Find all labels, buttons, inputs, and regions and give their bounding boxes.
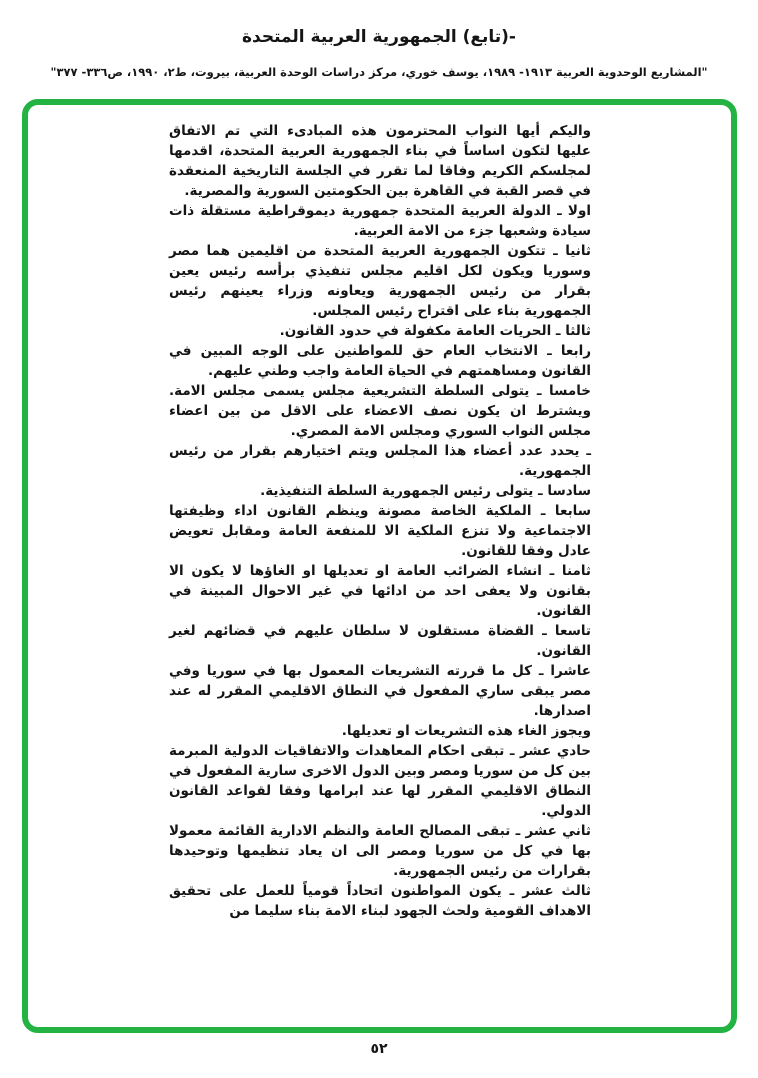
source-citation: "المشاريع الوحدوية العربية ١٩١٣- ١٩٨٩، يوسف خوري، مركز دراسات الوحدة العربية، بيروت، ط٢، ١٩٩٠، ص٣٣٦- ٣٧٧" [50, 65, 708, 79]
paragraph: سادسا ـ يتولى رئيس الجمهورية السلطة التنفيذية. [260, 483, 591, 499]
paragraph: تاسعا ـ القضاة مستقلون لا سلطان عليهم في قضائهم لغير القانون. [169, 623, 591, 659]
paragraph: ويجوز الغاء هذه التشريعات او تعديلها. [341, 723, 591, 739]
page-title: -(تابع) الجمهورية العربية المتحدة [241, 27, 516, 47]
paragraph: ثاني عشر ـ تبقى المصالح العامة والنظم الادارية القائمة معمولا بها في كل من سوريا ومصر الى ان يعاد تنظيمها وتوحيدها بقرارات من رئيس الجمهورية. [169, 823, 591, 879]
paragraph: ـ يحدد عدد أعضاء هذا المجلس ويتم اختيارهم بقرار من رئيس الجمهورية. [169, 443, 591, 479]
paragraph: رابعا ـ الانتخاب العام حق للمواطنين على الوجه المبين في القانون ومساهمتهم في الحياة العامة واجب وطني عليهم. [169, 343, 591, 379]
paragraph: خامسا ـ يتولى السلطة التشريعية مجلس يسمى مجلس الامة. ويشترط ان يكون نصف الاعضاء على الاقل من بين اعضاء مجلس النواب السوري ومجلس الامة المصري. [169, 383, 591, 439]
paragraph: واليكم أيها النواب المحترمون هذه المبادىء التي تم الاتفاق عليها لتكون اساساً في بناء الجمهورية العربية المتحدة، اقدمها لمجلسكم الكريم وفاقا لما تقرر في الجلسة التاريخية المنعقدة في قصر القبة في القاهرة بين الحكومتين السورية والمصرية. [169, 123, 591, 199]
paragraph: ثانيا ـ تتكون الجمهورية العربية المتحدة من اقليمين هما مصر وسوريا ويكون لكل اقليم مجلس تنفيذي برأسه رئيس يعين بقرار من رئيس الجمهورية ويعاونه وزراء يعينهم رئيس الجمهورية بناء على اقتراح رئيس المجلس. [169, 243, 591, 319]
paragraph: اولا ـ الدولة العربية المتحدة جمهورية ديموقراطية مستقلة ذات سيادة وشعبها جزء من الامة العربية. [169, 203, 591, 239]
document-body-text [169, 121, 591, 921]
page-number: ٥٢ [370, 1041, 388, 1057]
paragraph: سابعا ـ الملكية الخاصة مصونة وينظم القانون اداء وظيفتها الاجتماعية ولا تنزع الملكية الا للمنفعة العامة ومقابل تعويض عادل وفقا للقانون. [169, 503, 591, 559]
paragraph: ثالثا ـ الحريات العامة مكفولة في حدود القانون. [279, 323, 591, 339]
paragraph: عاشرا ـ كل ما قررته التشريعات المعمول بها في سوريا وفي مصر يبقى ساري المفعول في النطاق الاقليمي المقرر له عند اصدارها. [169, 663, 591, 719]
paragraph: ثامنا ـ انشاء الضرائب العامة او تعديلها او الغاؤها لا يكون الا بقانون ولا يعفى احد من ادائها في غير الاحوال المبينة في القانون. [169, 563, 591, 619]
paragraph: حادي عشر ـ تبقى احكام المعاهدات والاتفاقيات الدولية المبرمة بين كل من سوريا ومصر وبين الدول الاخرى سارية المفعول في النطاق الاقليمي المقرر لها عند ابرامها وفقا لقواعد القانون الدولي. [169, 743, 591, 819]
paragraph: ثالث عشر ـ يكون المواطنون اتحاداً قومياً للعمل على تحقيق الاهداف القومية ولحث الجهود لبناء الامة بناء سليما من [169, 883, 591, 919]
